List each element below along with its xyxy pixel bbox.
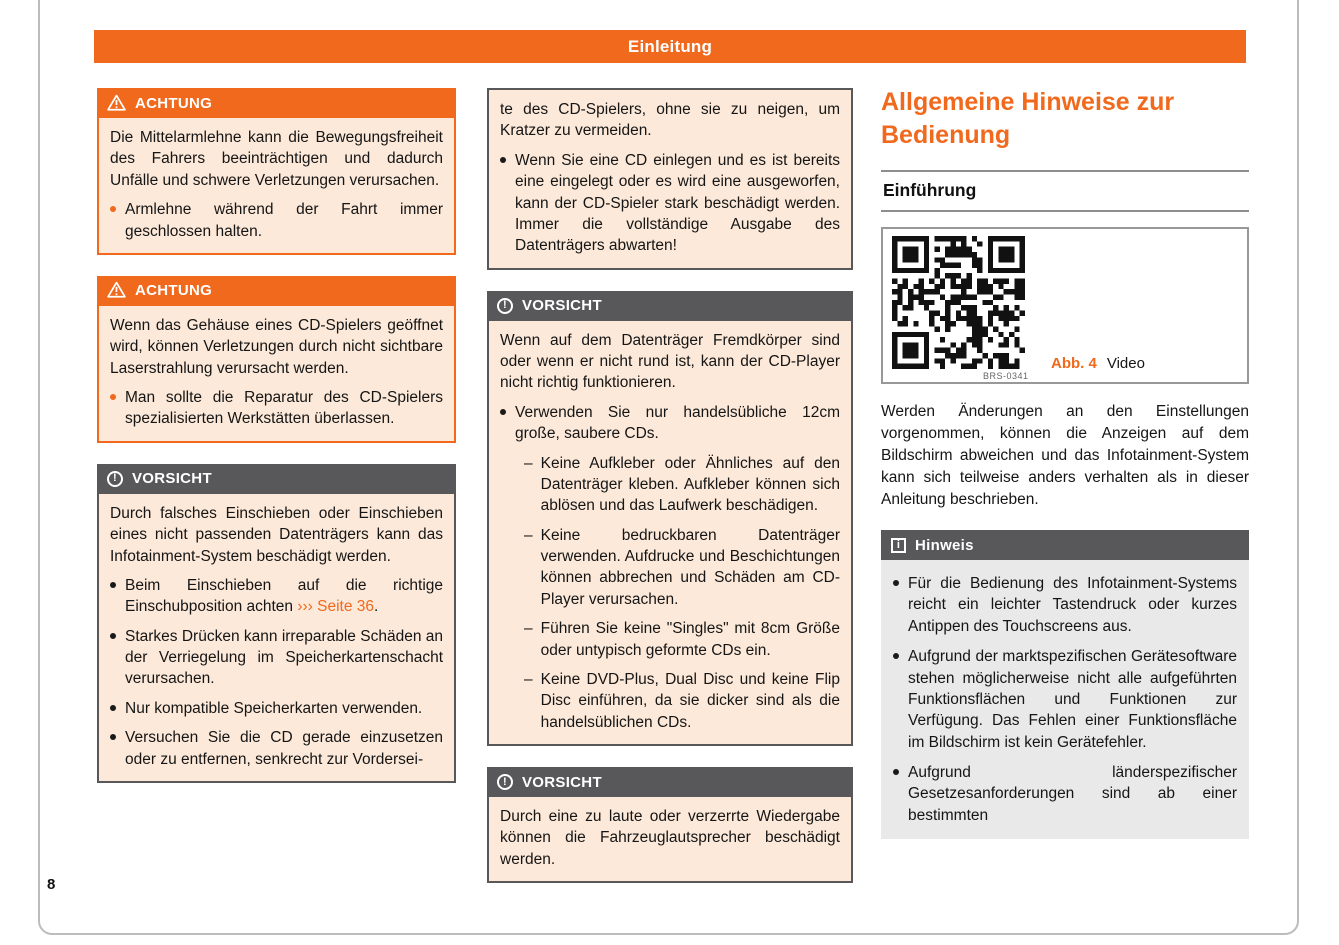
box-title: VORSICHT: [132, 470, 212, 488]
bullet-item: Versuchen Sie die CD gerade einzusetzen oder zu entfernen, senkrecht zur Vordersei-: [110, 727, 443, 770]
page-header: [94, 30, 1246, 63]
caution-box-continuation: [487, 88, 853, 270]
bullet-text: Beim Einschieben auf die richtige Einschubposition achten ››› Seite 36.: [125, 576, 443, 616]
bullet-item: Für die Bedienung des Infotainment-Systems reicht ein leichter Tastendruck oder kurzes Antippen des Touchscreens aus.: [893, 573, 1237, 637]
right-column: [881, 84, 1249, 860]
left-column: [97, 88, 456, 804]
box-title: ACHTUNG: [135, 282, 213, 300]
caution-box-discs: [487, 291, 853, 746]
chapter-heading: Allgemeine Hinweise zur Bedienung: [881, 88, 1175, 149]
note-box-body: [881, 560, 1249, 839]
bullet-item: Verwenden Sie nur handelsübliche 12cm große, saubere CDs.: [500, 402, 840, 445]
bullet-icon: [110, 633, 116, 639]
paragraph: Wenn das Gehäuse eines CD-Spielers geöffnet wird, können Verletzungen durch nicht sichtbare Laserstrahlung verursacht werden.: [110, 316, 443, 377]
caution-box-header: [487, 291, 853, 321]
bullet-icon: [110, 734, 116, 740]
bullet-item: Wenn Sie eine CD einlegen und es ist bereits eine eingelegt oder es wird eine ausgeworfen, kann der CD-Spieler stark beschädigt werden. Immer die vollständige Ausgabe des Datenträgers abwarten!: [500, 150, 840, 257]
figure-video: [881, 227, 1249, 384]
box-title: ACHTUNG: [135, 94, 213, 112]
warning-triangle-icon: [107, 281, 126, 298]
warning-box-header: [97, 276, 456, 306]
bullet-icon: [500, 409, 506, 415]
bullet-item: Starkes Drücken kann irreparable Schäden an der Verriegelung im Speicherkartenschacht verursachen.: [110, 626, 443, 690]
qr-code: [892, 236, 1025, 369]
paragraph: Die Mittelarmlehne kann die Bewegungsfreiheit des Fahrers beeinträchtigen und dadurch Unfälle und schwere Verletzungen verursachen.: [110, 129, 443, 189]
bullet-item: Nur kompatible Speicherkarten verwenden.: [110, 698, 443, 719]
figure-caption: [1051, 355, 1145, 372]
bullet-item: [110, 575, 443, 618]
caution-box-media-insert: [97, 464, 456, 783]
figure-reference-code: BRS-0341: [983, 371, 1029, 381]
paragraph: Werden Änderungen an den Einstellungen vorgenommen, können die Anzeigen auf dem Bildschirm abweichen und das Infotainment-System kann sich teilweise anders verhalten als in dieser Anleitung beschrieben.: [881, 403, 1249, 508]
bullet-icon: [110, 582, 116, 588]
bullet-icon: [110, 705, 116, 711]
caution-box-header: [487, 767, 853, 797]
bullet-icon: [110, 206, 116, 212]
bullet-item: Aufgrund der marktspezifischen Gerätesoftware stehen möglicherweise nicht alle aufgeführten Funktionsflächen und Funktionen zur Verfügung. Das Fehlen einer Funktionsfläche im Bildschirm ist kein Gerätefehler.: [893, 646, 1237, 753]
bullet-icon: [893, 653, 899, 659]
dash-icon: –: [524, 620, 533, 638]
bullet-item: Man sollte die Reparatur des CD-Spielers spezialisierten Werkstätten überlassen.: [110, 387, 443, 430]
warning-box-body: [97, 306, 456, 443]
caution-box-body: [487, 797, 853, 883]
note-box-header: [881, 530, 1249, 560]
bullet-icon: [500, 157, 506, 163]
dash-icon: –: [524, 526, 533, 544]
caution-box-speakers: [487, 767, 853, 883]
dash-item: – Führen Sie keine "Singles" mit 8cm Größe oder untypisch geformte CDs ein.: [500, 618, 840, 661]
page-number: 8: [47, 876, 56, 893]
box-title: Hinweis: [915, 536, 974, 554]
page-link-seite-36[interactable]: ››› Seite 36: [297, 598, 375, 616]
caution-box-body: [487, 88, 853, 270]
dash-item: – Keine bedruckbaren Datenträger verwenden. Aufdrucke und Beschichtungen können abbrechen und Schäden am CD-Player verursachen.: [500, 525, 840, 611]
bullet-icon: [893, 580, 899, 586]
box-title: VORSICHT: [522, 297, 602, 315]
dash-item: – Keine Aufkleber oder Ähnliches auf den Datenträger kleben. Aufkleber können sich ablösen und das Laufwerk beschädigen.: [500, 453, 840, 517]
caution-box-body: [97, 494, 456, 783]
paragraph: Wenn auf dem Datenträger Fremdkörper sind oder wenn er nicht rund ist, kann der CD-Player nicht richtig funktionieren.: [500, 331, 840, 392]
figure-caption-text: Video: [1106, 355, 1145, 372]
caution-box-body: [487, 321, 853, 746]
paragraph: te des CD-Spielers, ohne sie zu neigen, um Kratzer zu vermeiden.: [500, 101, 840, 140]
bullet-icon: [110, 394, 116, 400]
box-title: VORSICHT: [522, 773, 602, 791]
figure-number: Abb. 4: [1051, 355, 1097, 372]
page-header-title: Einleitung: [627, 36, 713, 56]
caution-icon: !: [497, 298, 513, 314]
info-icon: i: [891, 538, 906, 553]
caution-icon: !: [107, 471, 123, 487]
caution-icon: !: [497, 774, 513, 790]
warning-box-header: [97, 88, 456, 118]
caution-box-header: [97, 464, 456, 494]
paragraph: Durch eine zu laute oder verzerrte Wiedergabe können die Fahrzeuglautsprecher beschädigt werden.: [500, 808, 840, 868]
bullet-item: Aufgrund länderspezifischer Gesetzesanforderungen sind ab einer bestimmten: [893, 762, 1237, 826]
middle-column: [487, 88, 853, 904]
warning-triangle-icon: [107, 94, 126, 111]
bullet-icon: [893, 769, 899, 775]
paragraph: Durch falsches Einschieben oder Einschieben eines nicht passenden Datenträgers kann das Infotainment-System beschädigt werden.: [110, 504, 443, 565]
dash-icon: –: [524, 454, 533, 472]
note-box: [881, 530, 1249, 839]
warning-box-body: [97, 118, 456, 255]
warning-box-laser: [97, 276, 456, 443]
warning-box-armrest: [97, 88, 456, 255]
bullet-item: Armlehne während der Fahrt immer geschlossen halten.: [110, 199, 443, 242]
dash-item: – Keine DVD-Plus, Dual Disc und keine Flip Disc einführen, da sie dicker sind als die handelsüblichen CDs.: [500, 669, 840, 733]
section-heading-einfuehrung: Einführung: [881, 170, 1249, 212]
dash-icon: –: [524, 670, 533, 688]
